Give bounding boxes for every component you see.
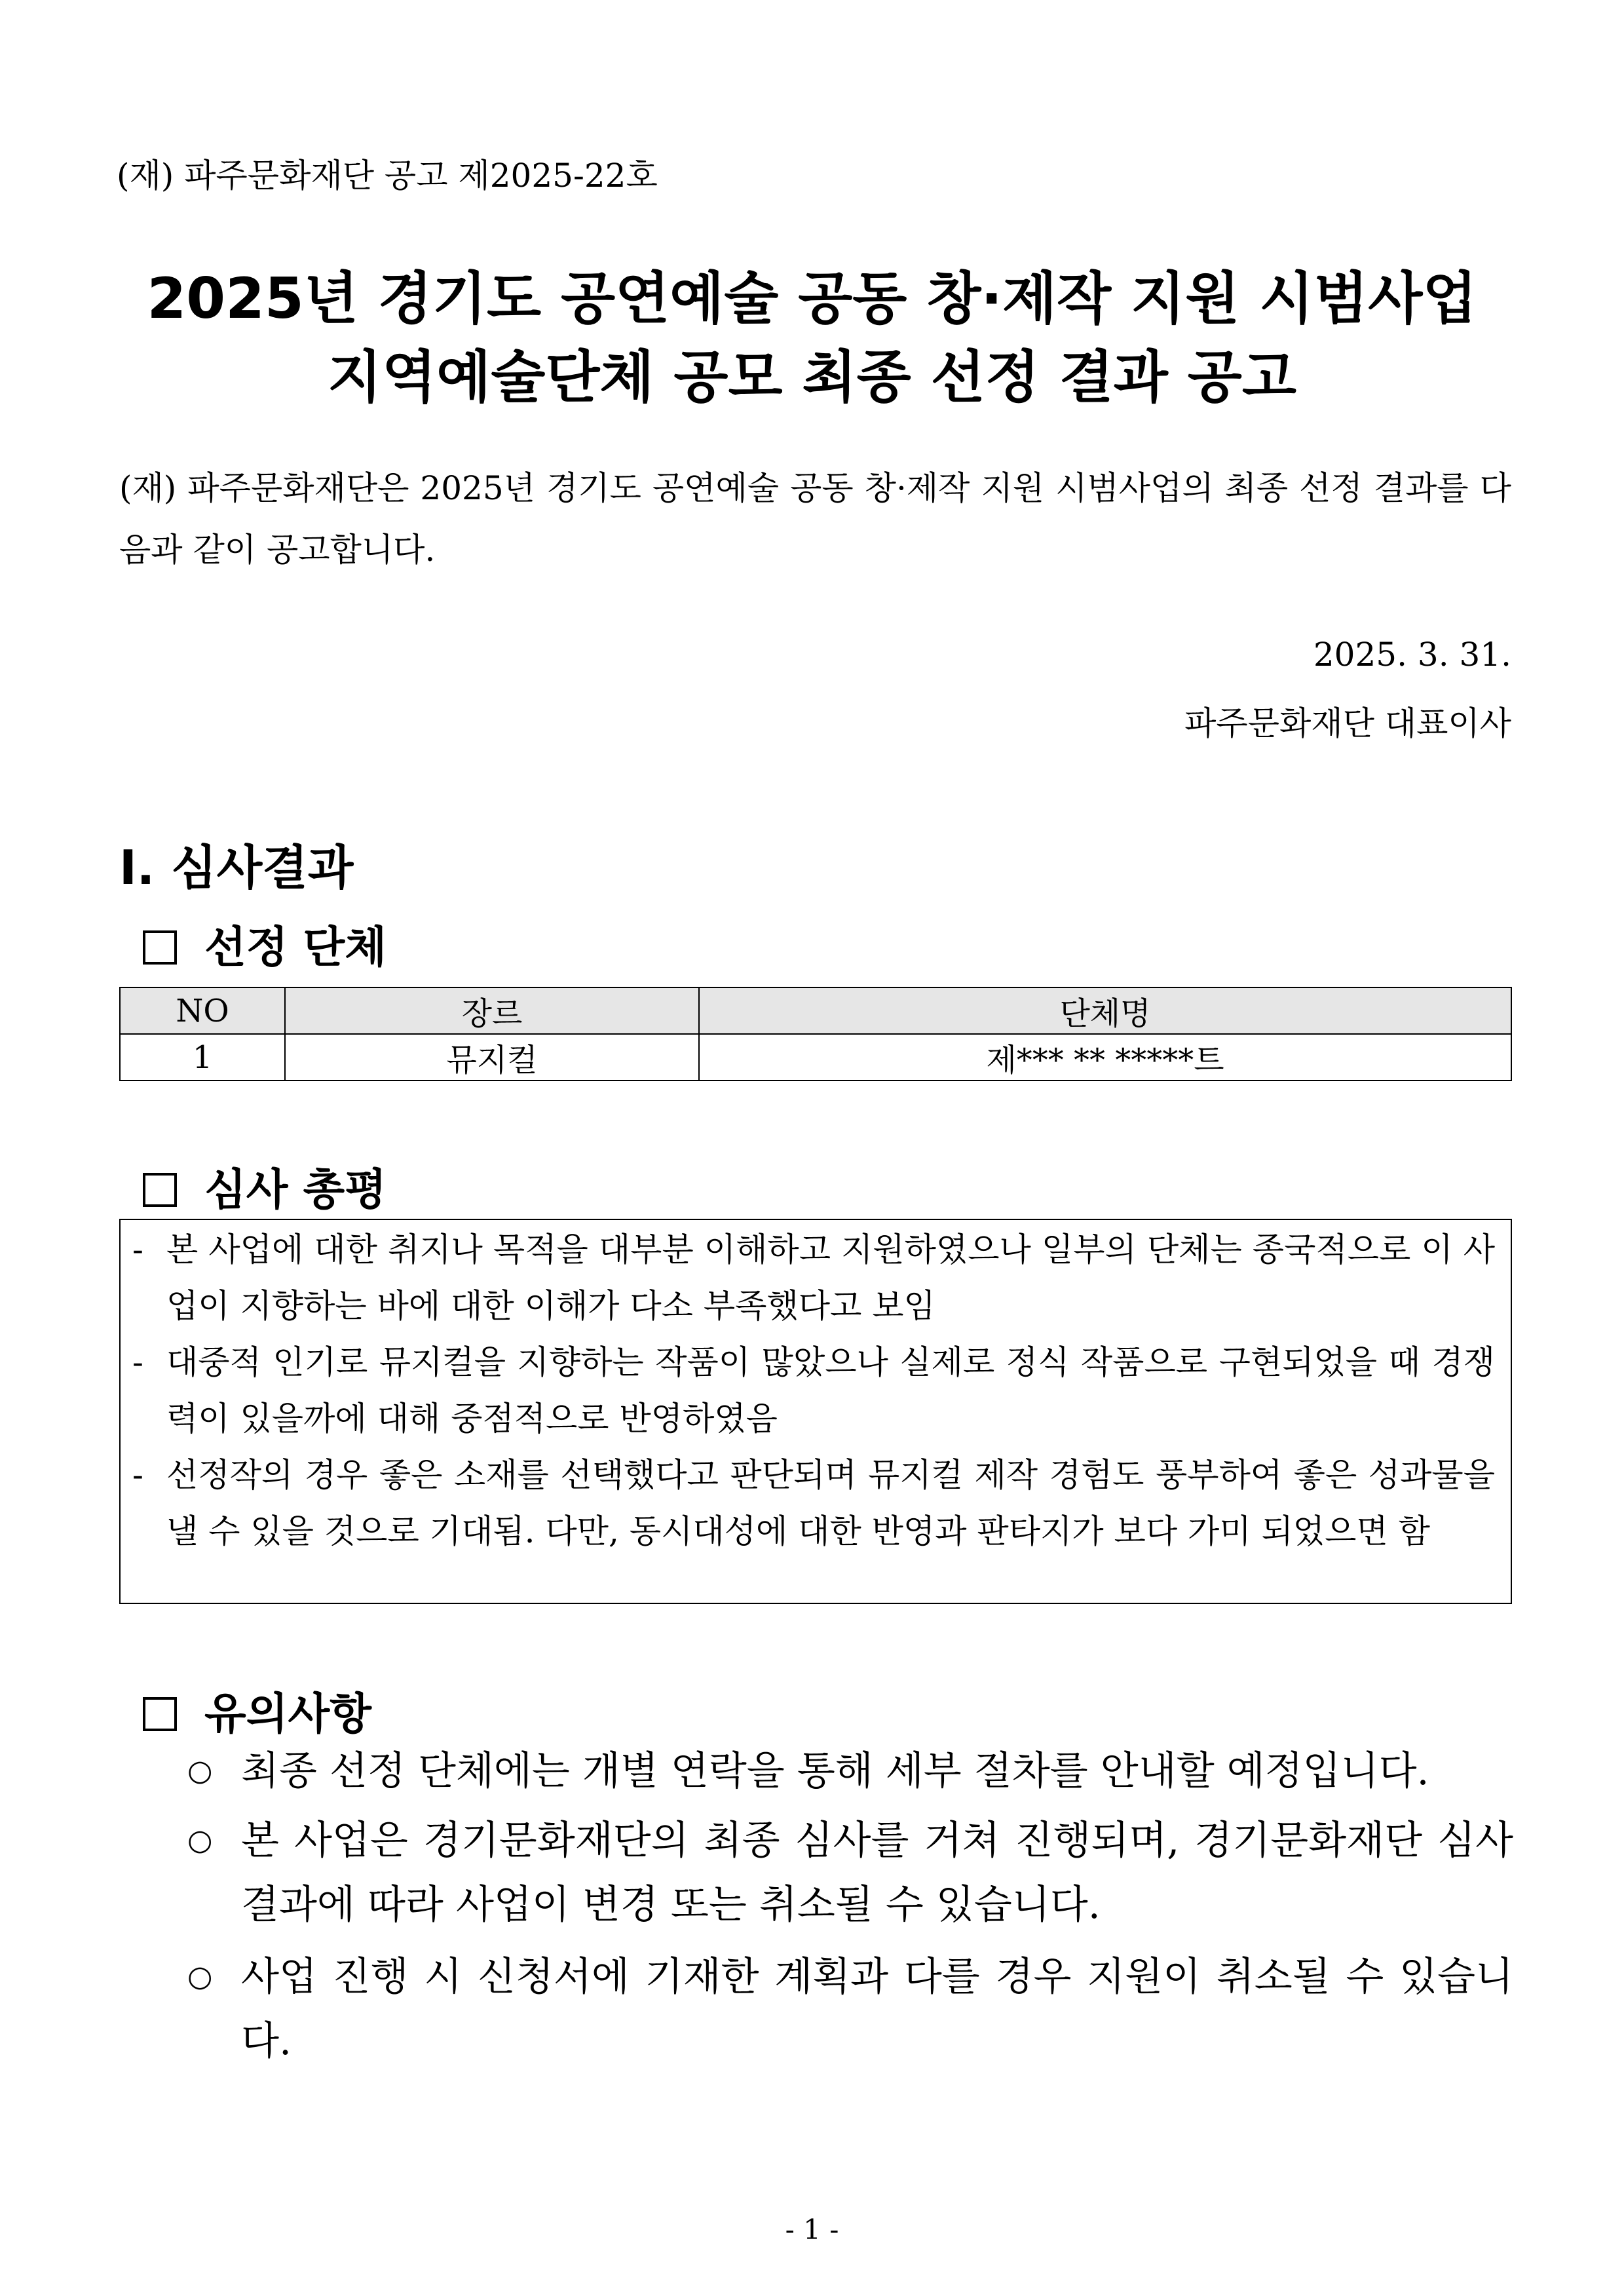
checkbox-square-icon: [143, 1173, 177, 1207]
document-title-line-2: 지역예술단체 공모 최종 선정 결과 공고: [328, 345, 1296, 410]
note-item: [187, 1739, 1513, 1803]
note-item: [187, 1808, 1513, 1937]
section-heading-results: Ⅰ. 심사결과: [119, 840, 354, 895]
column-header-genre: 장르: [285, 987, 699, 1034]
cell-group-name: 제*** ** *****트: [699, 1034, 1511, 1081]
document-title-line-1: 2025년 경기도 공연예술 공동 창·제작 지원 시범사업: [147, 266, 1477, 332]
page-number: - 1 -: [785, 2213, 839, 2246]
dash-bullet: -: [132, 1231, 143, 1269]
review-item-text: 대중적 인기로 뮤지컬을 지향하는 작품이 많았으나 실제로 정식 작품으로 구현되었을 때 경쟁력이 있을까에 대해 중점적으로 반영하였음: [166, 1343, 1495, 1438]
subheading-notes: [143, 1679, 371, 1741]
circle-bullet-icon: ○: [187, 1824, 213, 1857]
selected-groups-table: [119, 987, 1512, 1081]
subheading-review-label: 심사 총평: [204, 1164, 387, 1215]
subheading-review: [143, 1155, 387, 1217]
intro-paragraph: (재) 파주문화재단은 2025년 경기도 공연예술 공동 창·제작 지원 시범사업의 최종 선정 결과를 다음과 같이 공고합니다.: [119, 469, 1511, 569]
checkbox-square-icon: [143, 1697, 177, 1731]
note-item-text: 사업 진행 시 신청서에 기재한 계획과 다를 경우 지원이 취소될 수 있습니다.: [241, 1954, 1513, 2064]
review-summary-box: [119, 1219, 1512, 1604]
note-item-text: 최종 선정 단체에는 개별 연락을 통해 세부 절차를 안내할 예정입니다.: [241, 1748, 1429, 1794]
review-item-text: 선정작의 경우 좋은 소재를 선택했다고 판단되며 뮤지컬 제작 경험도 풍부하여 좋은 성과물을 낼 수 있을 것으로 기대됨. 다만, 동시대성에 대한 반영과 판타지가 보다 가미 되었으면 함: [166, 1456, 1495, 1550]
cell-no: 1: [120, 1034, 285, 1081]
circle-bullet-icon: ○: [187, 1754, 213, 1788]
table-row: [120, 1034, 1511, 1081]
review-item-text: 본 사업에 대한 취지나 목적을 대부분 이해하고 지원하였으나 일부의 단체는 종국적으로 이 사업이 지향하는 바에 대한 이해가 다소 부족했다고 보임: [166, 1231, 1495, 1325]
circle-bullet-icon: ○: [187, 1960, 213, 1993]
subheading-selected: [143, 912, 387, 974]
notice-number: (재) 파주문화재단 공고 제2025-22호: [117, 157, 658, 195]
dash-bullet: -: [132, 1456, 143, 1494]
notice-date: 2025. 3. 31.: [1313, 636, 1511, 674]
cell-genre: 뮤지컬: [285, 1034, 699, 1081]
table-header-row: [120, 987, 1511, 1034]
note-item: [187, 1945, 1513, 2073]
review-item: [132, 1221, 1495, 1334]
note-item-text: 본 사업은 경기문화재단의 최종 심사를 거쳐 진행되며, 경기문화재단 심사 결과에 따라 사업이 변경 또는 취소될 수 있습니다.: [241, 1818, 1513, 1928]
dash-bullet: -: [132, 1343, 143, 1381]
review-item: [132, 1334, 1495, 1447]
column-header-group-name: 단체명: [699, 987, 1511, 1034]
column-header-no: NO: [120, 987, 285, 1034]
signer: 파주문화재단 대표이사: [1184, 704, 1511, 742]
subheading-notes-label: 유의사항: [204, 1689, 372, 1739]
checkbox-square-icon: [143, 930, 177, 965]
review-item: [132, 1447, 1495, 1559]
subheading-selected-label: 선정 단체: [204, 922, 387, 972]
